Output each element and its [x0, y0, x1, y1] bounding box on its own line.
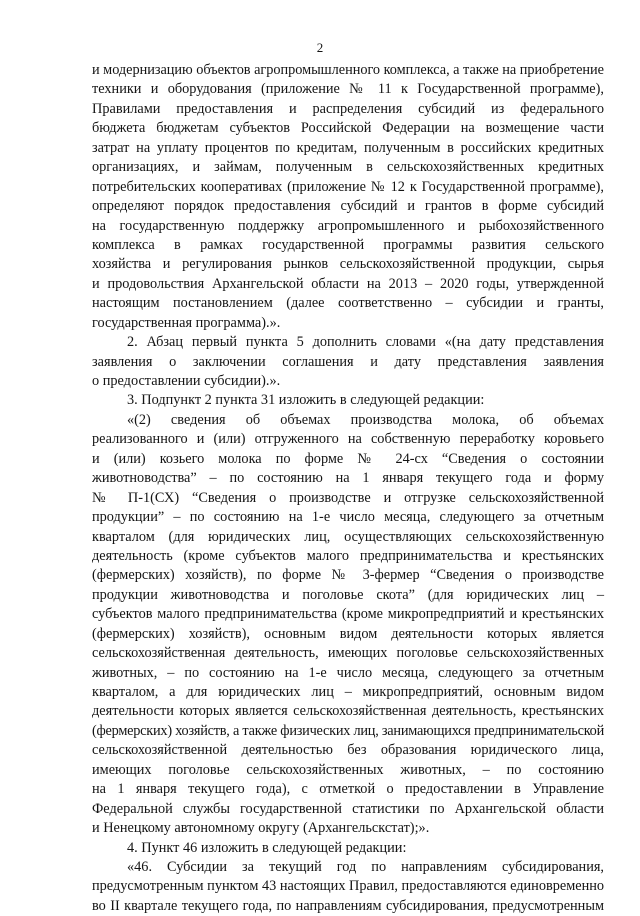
text-line: бюджета бюджетам субъектов Российской Федерации на возмещение части — [92, 120, 604, 137]
text-line: животноводства” – по состоянию на 1 января текущего года и форму — [92, 470, 604, 487]
text-line: предусмотренным пунктом 43 настоящих Правил, предоставляются единовременно — [92, 878, 605, 895]
text-line: (фермерских) хозяйств), основным видом деятельности которых является — [92, 625, 604, 642]
document-body — [92, 61, 604, 916]
text-line: животных, – по состоянию на 1-е число месяца, следующего за отчетным — [92, 664, 604, 681]
text-line: Федеральной службы государственной статистики по Архангельской области — [92, 800, 604, 817]
text-line: 4. Пункт 46 изложить в следующей редакции: — [127, 839, 407, 856]
text-line: определяют порядок предоставления субсидий и грантов в форме субсидий — [92, 198, 604, 215]
text-line: имеющих поголовье сельскохозяйственных животных, – по состоянию — [92, 761, 604, 778]
text-line: заявления о заключении соглашения и дату представления заявления — [92, 353, 604, 370]
text-line: о предоставлении субсидии).». — [92, 373, 281, 389]
text-line: во II квартале текущего года, по направлениям субсидирования, предусмотренным — [92, 897, 604, 914]
text-line: и продовольствия Архангельской области на 2013 – 2020 годы, утвержденной — [92, 275, 604, 292]
text-line: потребительских кооперативах (приложение № 12 к Государственной программе), — [92, 178, 604, 195]
text-line: (фермерских) хозяйств, а также физических лиц, занимающихся предпринимательской — [92, 722, 604, 739]
text-line: кварталом (для юридических лиц, осуществляющих сельскохозяйственную — [92, 528, 604, 545]
text-line: № П-1(СХ) “Сведения о производстве и отгрузке сельскохозяйственной — [92, 489, 604, 506]
page-number: 2 — [316, 40, 324, 55]
text-line: и модернизацию объектов агропромышленного комплекса, а также на приобретение — [92, 62, 604, 78]
text-line: техники и оборудования (приложение № 11 к Государственной программе), — [92, 81, 604, 98]
text-line: деятельность (кроме субъектов малого предпринимательства и крестьянских — [92, 547, 604, 564]
text-line: кварталом, а для юридических лиц – микропредприятий, основным видом — [92, 684, 604, 700]
text-line: Правилами предоставления и распределения субсидий из федерального — [92, 100, 604, 117]
text-line: продукции” – по состоянию на 1-е число месяца, следующего за отчетным — [92, 509, 604, 526]
text-line: (фермерских) хозяйств), по форме № 3-фермер “Сведения о производстве — [92, 567, 604, 584]
text-line: «46. Субсидии за текущий год по направлениям субсидирования, — [127, 858, 604, 875]
text-line: продукции животноводства и поголовье скота” (для юридических лиц – — [92, 586, 604, 603]
text-line: настоящим постановлением (далее соответственно – субсидии и гранты, — [92, 295, 604, 312]
text-line: на государственную поддержку агропромышленного и рыбохозяйственного — [92, 217, 604, 234]
text-line: на 1 января текущего года), с отметкой о предоставлении в Управление — [92, 781, 604, 798]
text-line: сельскохозяйственная деятельность, имеющих поголовье сельскохозяйственных — [92, 645, 604, 662]
text-line: государственная программа).». — [92, 314, 281, 331]
text-line: 3. Подпункт 2 пункта 31 изложить в следующей редакции: — [127, 392, 485, 409]
text-line: хозяйства и регулирования рынков сельскохозяйственной продукции, сырья — [92, 256, 604, 273]
text-line: «(2) сведения об объемах производства молока, об объемах — [127, 411, 604, 428]
text-line: сельскохозяйственной деятельностью без образования юридического лица, — [92, 742, 604, 759]
text-line: организациях, и займам, полученным в сельскохозяйственных кредитных — [92, 159, 604, 176]
text-line: и (или) козьего молока по форме № 24-сх “Сведения о состоянии — [92, 450, 604, 467]
text-line: субъектов малого предпринимательства (кроме микропредприятий и крестьянских — [92, 606, 604, 623]
text-line: реализованного и (или) отгруженного на собственную переработку коровьего — [92, 431, 604, 448]
text-line: деятельности которых является сельскохозяйственная деятельность, крестьянских — [92, 703, 604, 720]
text-line: затрат на уплату процентов по кредитам, полученным в российских кредитных — [92, 139, 604, 156]
text-line: 2. Абзац первый пункта 5 дополнить словами «(на дату представления — [127, 334, 604, 351]
text-line: и Ненецкому автономному округу (Архангельскстат);». — [92, 820, 430, 837]
text-line: комплекса в рамках государственной программы развития сельского — [92, 236, 604, 253]
